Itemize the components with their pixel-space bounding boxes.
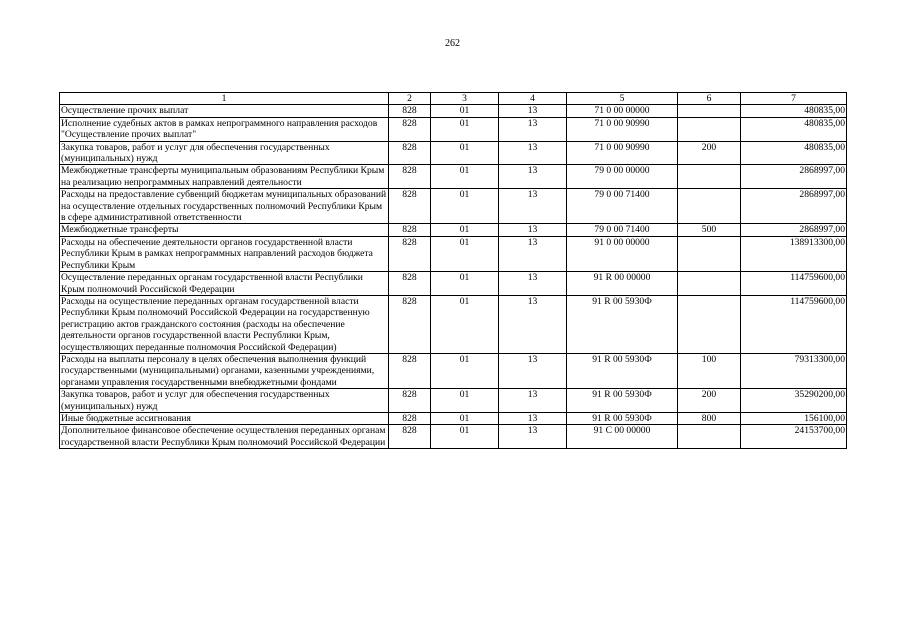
table-row xyxy=(60,272,847,296)
table-row xyxy=(60,353,847,388)
row-grbs-cell: 828 xyxy=(389,105,431,117)
row-amount-cell: 114759600,00 xyxy=(741,272,847,296)
row-name-cell: Иные бюджетные ассигнования xyxy=(60,412,389,424)
row-rz-cell: 01 xyxy=(431,425,499,449)
row-vr-cell xyxy=(678,272,741,296)
row-pr-cell: 13 xyxy=(499,224,567,236)
row-name-cell: Расходы на осуществление переданных органам государственной власти Республики Крым полномочий Российской Федерации на государственную регистрацию актов гражданского состояния (расходы на обеспечение деятельности органов государственной власти Республики Крым, осуществляющих переданные полномочия Российской Федерации) xyxy=(60,295,389,353)
row-name-cell: Расходы на выплаты персоналу в целях обеспечения выполнения функций государственными (муниципальными) органами, казенными учреждениями, органами управления государственными внебюджетными фондами xyxy=(60,353,389,388)
row-name-cell: Закупка товаров, работ и услуг для обеспечения государственных (муниципальных) нужд xyxy=(60,389,389,413)
row-rz-cell: 01 xyxy=(431,295,499,353)
row-csr-cell: 91 R 00 5930Ф xyxy=(567,412,678,424)
row-grbs-cell: 828 xyxy=(389,117,431,141)
row-pr-cell: 13 xyxy=(499,117,567,141)
row-pr-cell: 13 xyxy=(499,189,567,224)
row-amount-cell: 480835,00 xyxy=(741,117,847,141)
table-row xyxy=(60,295,847,353)
row-rz-cell: 01 xyxy=(431,224,499,236)
row-rz-cell: 01 xyxy=(431,236,499,271)
row-pr-cell: 13 xyxy=(499,295,567,353)
header-col-1: 1 xyxy=(60,93,389,105)
table-row xyxy=(60,224,847,236)
row-vr-cell xyxy=(678,105,741,117)
row-name-cell: Исполнение судебных актов в рамках непрограммного направления расходов "Осуществление прочих выплат" xyxy=(60,117,389,141)
row-csr-cell: 91 R 00 00000 xyxy=(567,272,678,296)
header-col-4: 4 xyxy=(499,93,567,105)
page-number: 262 xyxy=(445,38,460,49)
row-csr-cell: 91 R 00 5930Ф xyxy=(567,295,678,353)
row-grbs-cell: 828 xyxy=(389,272,431,296)
row-amount-cell: 480835,00 xyxy=(741,141,847,165)
row-grbs-cell: 828 xyxy=(389,189,431,224)
row-grbs-cell: 828 xyxy=(389,389,431,413)
row-pr-cell: 13 xyxy=(499,165,567,189)
row-csr-cell: 71 0 00 90990 xyxy=(567,117,678,141)
row-rz-cell: 01 xyxy=(431,389,499,413)
header-col-5: 5 xyxy=(567,93,678,105)
header-col-6: 6 xyxy=(678,93,741,105)
row-amount-cell: 138913300,00 xyxy=(741,236,847,271)
row-name-cell: Расходы на предоставление субвенций бюджетам муниципальных образований на осуществление отдельных государственных полномочий Республики Крым в сфере административной ответственности xyxy=(60,189,389,224)
row-grbs-cell: 828 xyxy=(389,224,431,236)
table-row xyxy=(60,117,847,141)
row-csr-cell: 79 0 00 00000 xyxy=(567,165,678,189)
row-name-cell: Закупка товаров, работ и услуг для обеспечения государственных (муниципальных) нужд xyxy=(60,141,389,165)
row-pr-cell: 13 xyxy=(499,141,567,165)
row-vr-cell: 800 xyxy=(678,412,741,424)
row-amount-cell: 35290200,00 xyxy=(741,389,847,413)
row-pr-cell: 13 xyxy=(499,236,567,271)
row-vr-cell: 500 xyxy=(678,224,741,236)
table-row xyxy=(60,165,847,189)
row-grbs-cell: 828 xyxy=(389,236,431,271)
row-grbs-cell: 828 xyxy=(389,353,431,388)
table-header-row xyxy=(60,93,847,105)
row-rz-cell: 01 xyxy=(431,272,499,296)
row-vr-cell xyxy=(678,236,741,271)
row-pr-cell: 13 xyxy=(499,389,567,413)
row-csr-cell: 91 С 00 00000 xyxy=(567,425,678,449)
row-rz-cell: 01 xyxy=(431,189,499,224)
row-grbs-cell: 828 xyxy=(389,425,431,449)
row-amount-cell: 24153700,00 xyxy=(741,425,847,449)
table-row xyxy=(60,389,847,413)
row-csr-cell: 91 R 00 5930Ф xyxy=(567,389,678,413)
row-vr-cell xyxy=(678,117,741,141)
table-row xyxy=(60,425,847,449)
row-amount-cell: 79313300,00 xyxy=(741,353,847,388)
row-name-cell: Межбюджетные трансферты xyxy=(60,224,389,236)
row-name-cell: Расходы на обеспечение деятельности органов государственной власти Республики Крым в рамках непрограммных направлений расходов бюджета Республики Крым xyxy=(60,236,389,271)
row-vr-cell xyxy=(678,295,741,353)
row-csr-cell: 71 0 00 90990 xyxy=(567,141,678,165)
row-vr-cell: 200 xyxy=(678,389,741,413)
row-amount-cell: 2868997,00 xyxy=(741,224,847,236)
table-row xyxy=(60,236,847,271)
row-name-cell: Осуществление прочих выплат xyxy=(60,105,389,117)
row-amount-cell: 114759600,00 xyxy=(741,295,847,353)
row-grbs-cell: 828 xyxy=(389,165,431,189)
row-csr-cell: 91 0 00 00000 xyxy=(567,236,678,271)
header-col-3: 3 xyxy=(431,93,499,105)
row-vr-cell xyxy=(678,425,741,449)
row-csr-cell: 91 R 00 5930Ф xyxy=(567,353,678,388)
table-row xyxy=(60,141,847,165)
table-row xyxy=(60,189,847,224)
row-amount-cell: 156100,00 xyxy=(741,412,847,424)
row-amount-cell: 2868997,00 xyxy=(741,165,847,189)
row-rz-cell: 01 xyxy=(431,141,499,165)
row-rz-cell: 01 xyxy=(431,105,499,117)
row-rz-cell: 01 xyxy=(431,165,499,189)
row-pr-cell: 13 xyxy=(499,272,567,296)
row-grbs-cell: 828 xyxy=(389,295,431,353)
row-csr-cell: 79 0 00 71400 xyxy=(567,224,678,236)
row-vr-cell: 200 xyxy=(678,141,741,165)
row-csr-cell: 71 0 00 00000 xyxy=(567,105,678,117)
row-vr-cell xyxy=(678,189,741,224)
row-name-cell: Осуществление переданных органам государственной власти Республики Крым полномочий Российской Федерации xyxy=(60,272,389,296)
row-rz-cell: 01 xyxy=(431,353,499,388)
budget-table xyxy=(59,92,847,449)
table-row xyxy=(60,105,847,117)
row-vr-cell xyxy=(678,165,741,189)
row-pr-cell: 13 xyxy=(499,353,567,388)
row-name-cell: Дополнительное финансовое обеспечение осуществления переданных органам государственной власти Республики Крым полномочий Российской Федерации xyxy=(60,425,389,449)
row-vr-cell: 100 xyxy=(678,353,741,388)
row-csr-cell: 79 0 00 71400 xyxy=(567,189,678,224)
row-amount-cell: 480835,00 xyxy=(741,105,847,117)
row-name-cell: Межбюджетные трансферты муниципальным образованиям Республики Крым на реализацию непрограммных направлений деятельности xyxy=(60,165,389,189)
row-pr-cell: 13 xyxy=(499,412,567,424)
row-amount-cell: 2868997,00 xyxy=(741,189,847,224)
row-grbs-cell: 828 xyxy=(389,412,431,424)
row-pr-cell: 13 xyxy=(499,425,567,449)
row-rz-cell: 01 xyxy=(431,117,499,141)
row-grbs-cell: 828 xyxy=(389,141,431,165)
row-rz-cell: 01 xyxy=(431,412,499,424)
header-col-2: 2 xyxy=(389,93,431,105)
header-col-7: 7 xyxy=(741,93,847,105)
table-row xyxy=(60,412,847,424)
row-pr-cell: 13 xyxy=(499,105,567,117)
